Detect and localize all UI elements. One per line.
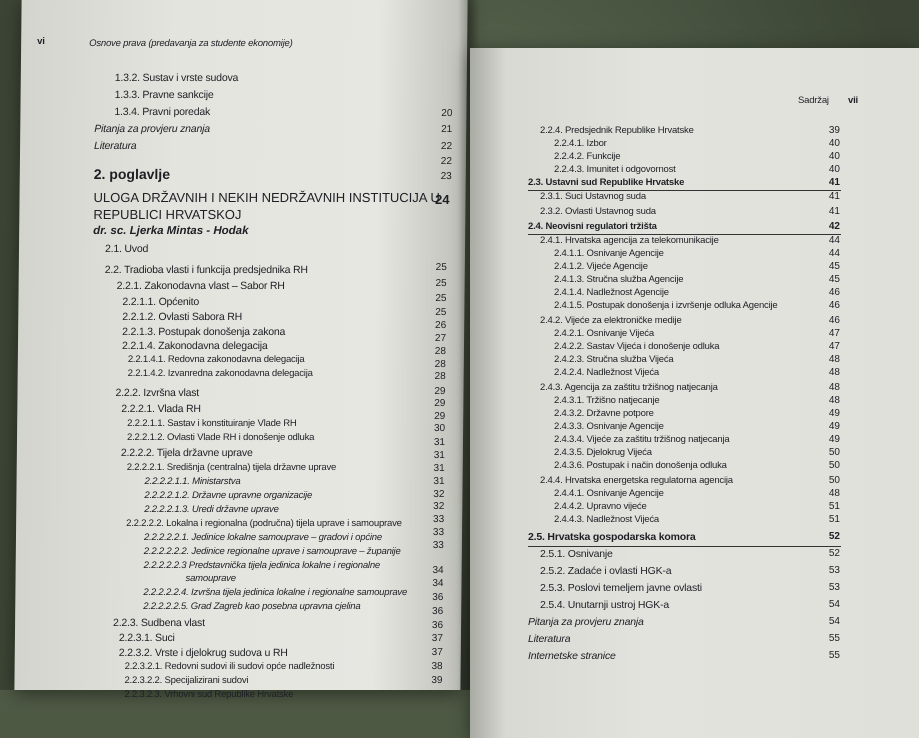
toc-entry: 2.4.1.3. Stručna služba Agencije: [554, 274, 684, 285]
toc-page-number: 44: [828, 248, 840, 259]
toc-entry: 2.2.2.2.1.3. Uredi državne uprave: [144, 504, 279, 515]
toc-entry: 2.2.2.1.2. Ovlasti Vlade RH i donošenje odluka: [126, 432, 315, 443]
toc-page-number: 54: [828, 599, 840, 610]
toc-page-number: 31: [433, 450, 445, 461]
toc-page-number: 41: [828, 177, 840, 188]
toc-page-number: 24: [434, 192, 450, 207]
toc-entry: Pitanja za provjeru znanja: [528, 616, 644, 628]
right-page: [470, 48, 919, 738]
toc-entry: 2.2.3.2.2. Specijalizirani sudovi: [124, 675, 249, 686]
toc-page-number: 30: [433, 423, 446, 434]
right-page-number: vii: [848, 95, 858, 106]
toc-page-number: 55: [828, 633, 840, 644]
toc-entry: 2.4.3.1. Tržišno natjecanje: [554, 395, 660, 406]
right-running-header: Sadržaj: [798, 95, 829, 106]
toc-entry: 2.3.1. Suci Ustavnog suda: [540, 191, 646, 202]
toc-page-number: 29: [434, 398, 446, 409]
toc-page-number: 32: [433, 501, 445, 512]
chapter-title: REPUBLICI HRVATSKOJ: [93, 207, 242, 222]
toc-page-number: 40: [828, 138, 840, 149]
toc-page-number: 34: [432, 565, 444, 576]
toc-page-number: 48: [828, 488, 840, 499]
toc-entry: 2.2.4. Predsjednik Republike Hrvatske: [540, 125, 694, 136]
toc-page-number: 45: [828, 274, 840, 285]
toc-entry: 1.3.2. Sustav i vrste sudova: [114, 72, 239, 84]
toc-page-number: 20: [441, 108, 453, 119]
toc-entry: 2.4.1.1. Osnivanje Agencije: [554, 248, 664, 259]
section-rule: [528, 546, 841, 547]
toc-entry: 2.2.2.2. Tijela državne uprave: [120, 447, 253, 459]
toc-page-number: 52: [828, 531, 840, 542]
toc-page-number: 49: [828, 408, 840, 419]
toc-page-number: 28: [434, 371, 446, 382]
toc-page-number: 25: [435, 278, 447, 289]
toc-entry: 2.4.4.1. Osnivanje Agencije: [554, 488, 664, 499]
toc-page-number: 36: [432, 592, 444, 603]
toc-page-number: 42: [828, 221, 840, 232]
toc-entry: 2.2.2.2.2.2. Jedinice regionalne uprave i samouprave – županije: [143, 546, 401, 557]
toc-entry: 2.2.3.1. Suci: [118, 632, 175, 644]
toc-page-number: 37: [431, 647, 443, 658]
toc-page-number: 48: [828, 395, 840, 406]
toc-entry: 2.4.2.4. Nadležnost Vijeća: [554, 367, 660, 378]
toc-entry: 2.3.2. Ovlasti Ustavnog suda: [540, 206, 656, 217]
toc-entry: 2.4.2.2. Sastav Vijeća i donošenje odluka: [554, 341, 720, 352]
toc-page-number: 41: [828, 191, 840, 202]
toc-entry: 2.2.2.2.2.1. Jedinice lokalne samouprave – gradovi i općine: [143, 532, 383, 543]
toc-section: 2.3. Ustavni sud Republike Hrvatske: [528, 177, 685, 188]
toc-entry: 2.2.1.4.2. Izvanredna zakonodavna delegacija: [127, 368, 313, 379]
toc-entry: 2.2.1.4. Zakonodavna delegacija: [121, 340, 268, 352]
toc-page-number: 25: [435, 307, 447, 318]
toc-section: 2.5. Hrvatska gospodarska komora: [528, 531, 696, 543]
toc-page-number: 39: [828, 125, 840, 136]
toc-page-number: 39: [431, 675, 443, 686]
toc-entry: 1.3.3. Pravne sankcije: [114, 89, 214, 101]
toc-page-number: 25: [435, 262, 447, 273]
toc-page-number: 32: [433, 489, 445, 500]
toc-entry: 2.2.1.2. Ovlasti Sabora RH: [122, 311, 243, 323]
toc-entry: 2.2.1. Zakonodavna vlast – Sabor RH: [116, 280, 285, 292]
toc-entry: 2.4.4. Hrvatska energetska regulatorna agencija: [540, 475, 733, 486]
toc-page-number: 36: [432, 606, 444, 617]
toc-page-number: 26: [435, 320, 447, 331]
toc-page-number: 47: [828, 341, 840, 352]
toc-page-number: 23: [440, 171, 452, 182]
toc-page-number: 34: [432, 578, 444, 589]
left-page: [14, 0, 467, 700]
toc-entry: 2.2.1.4.1. Redovna zakonodavna delegacija: [127, 354, 305, 365]
toc-page-number: 49: [828, 434, 840, 445]
toc-page-number: 55: [828, 650, 840, 661]
toc-page-number: 31: [433, 463, 445, 474]
toc-entry: samouprave: [185, 573, 236, 584]
toc-page-number: 22: [440, 141, 453, 152]
toc-page-number: 53: [828, 582, 840, 593]
toc-page-number: 50: [828, 460, 840, 471]
toc-page-number: 49: [828, 421, 840, 432]
toc-entry: 2.4.1.5. Postupak donošenja i izvršenje odluka Agencije: [554, 300, 778, 311]
toc-page-number: 48: [828, 382, 840, 393]
toc-entry: 1.3.4. Pravni poredak: [114, 106, 211, 118]
toc-entry: 2.4.1.4. Nadležnost Agencije: [554, 287, 669, 298]
toc-entry: 2.5.4. Unutarnji ustroj HGK-a: [540, 599, 670, 611]
toc-entry: 2.1. Uvod: [104, 243, 149, 255]
toc-page-number: 50: [828, 475, 840, 486]
toc-entry: 2.4.4.2. Upravno vijeće: [554, 501, 647, 512]
toc-entry: 2.5.1. Osnivanje: [540, 548, 613, 560]
toc-entry: 2.4.3. Agencija za zaštitu tržišnog natjecanja: [540, 382, 718, 393]
toc-entry: 2.2.2.2.1. Središnja (centralna) tijela državne uprave: [126, 462, 337, 473]
toc-page-number: 54: [828, 616, 840, 627]
toc-page-number: 31: [433, 437, 446, 448]
toc-entry: Internetske stranice: [528, 650, 616, 662]
left-page-number: vi: [37, 36, 45, 47]
toc-page-number: 53: [828, 565, 840, 576]
toc-page-number: 44: [828, 235, 840, 246]
toc-page-number: 51: [828, 514, 840, 525]
toc-page-number: 40: [828, 164, 840, 175]
toc-page-number: 25: [435, 293, 447, 304]
toc-page-number: 38: [431, 661, 443, 672]
toc-entry: 2.4.3.5. Djelokrug Vijeća: [554, 447, 652, 458]
toc-page-number: 46: [828, 300, 840, 311]
toc-entry: 2.2.2.2.2. Lokalna i regionalna (područna) tijela uprave i samouprave: [126, 518, 402, 529]
toc-page-number: 40: [828, 151, 840, 162]
toc-page-number: 27: [434, 333, 447, 344]
toc-section: 2.4. Neovisni regulatori tržišta: [528, 221, 657, 232]
toc-page-number: 28: [434, 346, 446, 357]
toc-entry: 2.2.4.3. Imunitet i odgovornost: [554, 164, 676, 175]
toc-entry: 2.4.4.3. Nadležnost Vijeća: [554, 514, 660, 525]
toc-page-number: 41: [828, 206, 840, 217]
toc-page-number: 33: [432, 540, 444, 551]
toc-entry: 2.2.2.2.2.5. Grad Zagreb kao posebna upravna cjelina: [143, 601, 361, 612]
toc-entry: 2.2.2.1. Vlada RH: [121, 403, 201, 415]
toc-entry: 2.2.1.1. Općenito: [122, 296, 200, 308]
toc-page-number: 22: [440, 156, 452, 167]
toc-entry: 2.5.2. Zadaće i ovlasti HGK-a: [540, 565, 672, 577]
toc-page-number: 33: [432, 514, 445, 525]
toc-page-number: 51: [828, 501, 840, 512]
toc-entry: 2.4.2.3. Stručna služba Vijeća: [554, 354, 674, 365]
toc-entry: Literatura: [528, 633, 571, 645]
toc-entry: 2.2.3.2.3. Vrhovni sud Republike Hrvatske: [124, 689, 294, 700]
toc-entry: 2.2.1.3. Postupak donošenja zakona: [122, 326, 286, 338]
toc-page-number: 29: [434, 386, 446, 397]
chapter-author: dr. sc. Ljerka Mintas - Hodak: [93, 225, 249, 237]
toc-entry: 2.2.3.2.1. Redovni sudovi ili sudovi opće nadležnosti: [124, 661, 335, 672]
toc-entry: 2.4.2. Vijeće za elektroničke medije: [540, 315, 682, 326]
toc-entry: 2.2.2.2.2.3 Predstavnička tijela jedinica lokalne i regionalne: [143, 560, 381, 571]
toc-entry: 2.4.1.2. Vijeće Agencije: [554, 261, 648, 272]
toc-entry: 2.2.3. Sudbena vlast: [113, 617, 205, 629]
toc-page-number: 48: [828, 367, 840, 378]
toc-entry: 2.5.3. Poslovi temeljem javne ovlasti: [540, 582, 702, 594]
toc-entry: 2.2.2.2.1.1. Ministarstva: [144, 476, 241, 487]
toc-entry: Pitanja za provjeru znanja: [94, 123, 210, 135]
toc-page-number: 31: [433, 476, 445, 487]
toc-entry: 2.2.2. Izvršna vlast: [115, 387, 200, 399]
toc-page-number: 45: [828, 261, 840, 272]
toc-page-number: 52: [828, 548, 840, 559]
chapter-label: 2. poglavlje: [93, 166, 171, 182]
toc-page-number: 50: [828, 447, 840, 458]
toc-entry: 2.2.4.2. Funkcije: [554, 151, 621, 162]
toc-entry: 2.4.3.6. Postupak i način donošenja odluka: [554, 460, 727, 471]
toc-entry: 2.2. Tradioba vlasti i funkcija predsjednika RH: [104, 264, 308, 276]
chapter-title: ULOGA DRŽAVNIH I NEKIH NEDRŽAVNIH INSTITUCIJA U: [93, 190, 440, 205]
toc-page-number: 46: [828, 287, 840, 298]
toc-page-number: 47: [828, 328, 840, 339]
toc-page-number: 29: [434, 411, 446, 422]
left-running-header: Osnove prava (predavanja za studente ekonomije): [89, 38, 293, 49]
toc-page-number: 46: [828, 315, 840, 326]
toc-page-number: 28: [434, 359, 446, 370]
toc-entry: 2.2.2.1.1. Sastav i konstituiranje Vlade RH: [127, 418, 297, 429]
toc-page-number: 48: [828, 354, 840, 365]
toc-entry: 2.4.3.4. Vijeće za zaštitu tržišnog natjecanja: [554, 434, 730, 445]
toc-page-number: 37: [431, 633, 443, 644]
toc-entry: 2.2.2.2.2.4. Izvršna tijela jedinica lokalne i regionalne samouprave: [143, 587, 408, 598]
toc-page-number: 21: [441, 124, 453, 135]
toc-entry: 2.4.3.3. Osnivanje Agencije: [554, 421, 664, 432]
toc-page-number: 33: [432, 527, 445, 538]
toc-entry: 2.4.2.1. Osnivanje Vijeća: [554, 328, 654, 339]
toc-page-number: 36: [431, 620, 444, 631]
toc-entry: 2.2.4.1. Izbor: [554, 138, 607, 149]
toc-entry: 2.2.3.2. Vrste i djelokrug sudova u RH: [118, 647, 288, 659]
toc-entry: 2.4.3.2. Državne potpore: [554, 408, 654, 419]
toc-entry: Literatura: [94, 140, 137, 152]
toc-entry: 2.2.2.2.1.2. Državne upravne organizacije: [144, 490, 313, 501]
toc-entry: 2.4.1. Hrvatska agencija za telekomunikacije: [540, 235, 719, 246]
